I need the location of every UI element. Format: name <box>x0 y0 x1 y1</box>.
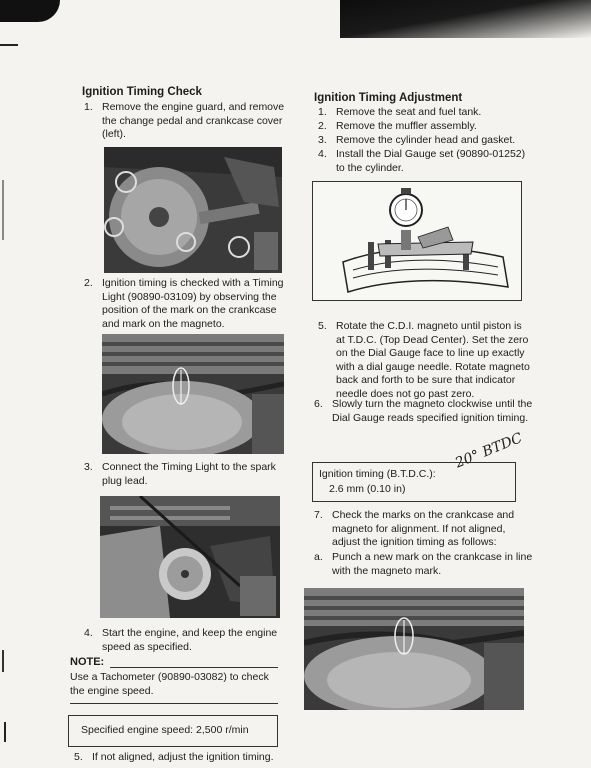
photo-crankcase-cover <box>104 147 282 273</box>
step-text: Start the engine, and keep the engine speed as specified. <box>102 627 278 653</box>
check-step-5 <box>74 751 294 765</box>
step-text: Remove the engine guard, and remove the change pedal and crankcase cover (left). <box>102 101 285 140</box>
step-number: 7. <box>314 509 323 521</box>
section-heading-check: Ignition Timing Check <box>82 86 202 98</box>
engine-speed-spec: Specified engine speed: 2,500 r/min <box>81 724 249 736</box>
step-number: 3. <box>84 461 93 473</box>
step-number: 4. <box>84 627 93 639</box>
adjust-step-7a <box>314 551 533 578</box>
note-label: NOTE: <box>70 656 105 668</box>
timing-marks-illustration <box>102 334 284 454</box>
check-step-4 <box>84 627 294 654</box>
step-text: Check the marks on the crankcase and magneto for alignment. If not aligned, adjust the ignition timing as follows: <box>332 509 515 548</box>
dial-gauge-figure <box>312 181 522 301</box>
scan-smudge <box>0 44 18 46</box>
step-text: Rotate the C.D.I. magneto until piston is at T.D.C. (Top Dead Center). Set the zero on the Dial Gauge face to line up exactly with a dial gauge needle. Rotate magneto back and forth to be sure that indicator needle does not go past zero. <box>336 320 530 400</box>
step-number: 2. <box>84 277 93 289</box>
engine-speed-spec-box <box>68 715 278 747</box>
step-number: 6. <box>314 398 323 410</box>
adjust-step-6 <box>314 398 533 425</box>
section-heading-adjustment: Ignition Timing Adjustment <box>314 92 463 104</box>
step-number: 4. <box>318 148 327 160</box>
magneto-mark-illustration <box>304 588 524 710</box>
scan-smudge <box>2 180 4 240</box>
handwritten-annotation: 20° BTDC <box>453 430 525 472</box>
note-end-rule <box>70 703 278 704</box>
step-text: Connect the Timing Light to the spark plug lead. <box>102 461 276 487</box>
scan-smudge <box>4 722 6 742</box>
adjust-step-5 <box>318 320 533 401</box>
dial-gauge-illustration <box>313 182 521 300</box>
ignition-timing-spec-box <box>312 462 516 502</box>
step-text: Remove the cylinder head and gasket. <box>336 134 516 146</box>
note-text: Use a Tachometer (90890-03082) to check the engine speed. <box>70 671 269 697</box>
step-number: 2. <box>318 120 327 132</box>
ignition-timing-spec-label: Ignition timing (B.T.D.C.): <box>319 468 436 480</box>
step-text: Slowly turn the magneto clockwise until the Dial Gauge reads specified ignition timing. <box>332 398 533 424</box>
photo-timing-marks <box>102 334 284 454</box>
step-number: 1. <box>84 101 93 113</box>
step-number: 5. <box>74 751 83 763</box>
check-step-3 <box>84 461 294 488</box>
scan-smudge <box>340 0 591 38</box>
crankcase-cover-illustration <box>104 147 282 273</box>
adjust-step-4 <box>318 148 533 175</box>
adjust-step-2 <box>318 120 533 134</box>
step-text: If not aligned, adjust the ignition timing. <box>92 751 274 763</box>
adjust-step-3 <box>318 134 533 148</box>
adjust-step-1 <box>318 106 533 120</box>
note-rule <box>110 667 278 668</box>
scan-smudge <box>2 650 4 672</box>
step-text: Punch a new mark on the crankcase in line with the magneto mark. <box>332 551 533 577</box>
step-number: a. <box>314 551 323 563</box>
scan-smudge <box>0 0 60 22</box>
step-number: 5. <box>318 320 327 332</box>
ignition-timing-spec-value: 2.6 mm (0.10 in) <box>329 483 406 495</box>
step-text: Ignition timing is checked with a Timing Light (90890-03109) by observing the position of the mark on the crankcase and mark on the magneto. <box>102 277 284 330</box>
timing-light-illustration <box>100 496 280 618</box>
photo-magneto-mark <box>304 588 524 710</box>
photo-timing-light <box>100 496 280 618</box>
step-number: 3. <box>318 134 327 146</box>
step-number: 1. <box>318 106 327 118</box>
check-step-1 <box>84 101 294 142</box>
step-text: Install the Dial Gauge set (90890-01252) to the cylinder. <box>336 148 526 174</box>
adjust-step-7 <box>314 509 533 550</box>
check-step-2 <box>84 277 294 331</box>
step-text: Remove the muffler assembly. <box>336 120 477 132</box>
step-text: Remove the seat and fuel tank. <box>336 106 482 118</box>
